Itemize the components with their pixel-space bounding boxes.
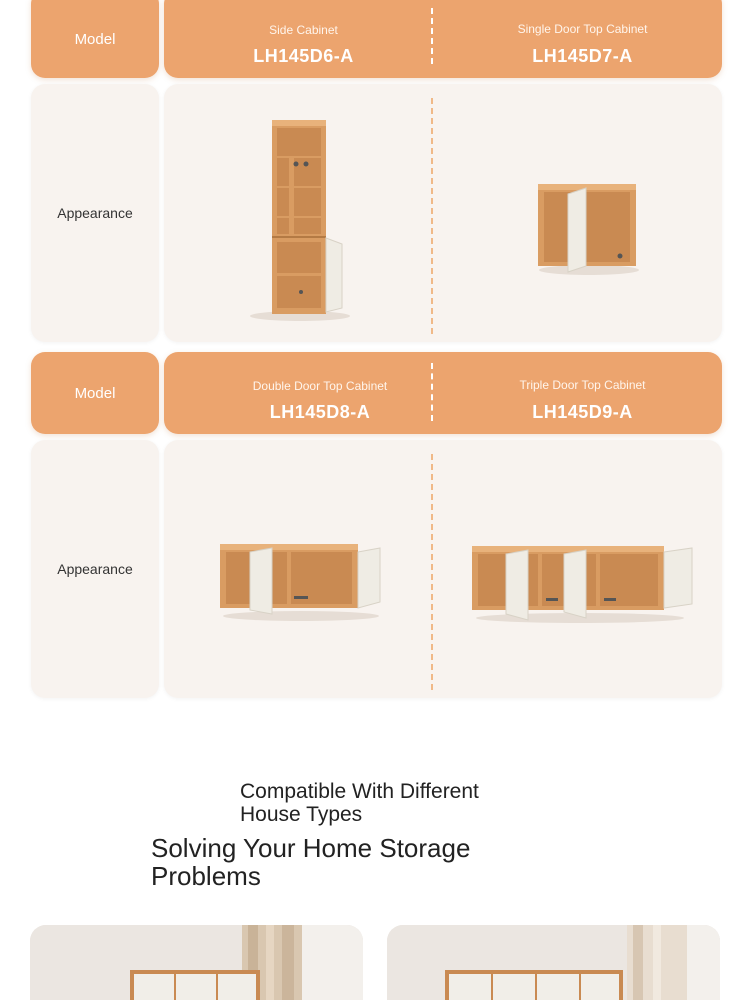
model-divider <box>431 8 433 64</box>
model-label-2 <box>31 352 159 434</box>
section-heading: Solving Your Home Storage Problems <box>151 833 471 891</box>
model-cell-single-door <box>443 0 722 78</box>
room-photo-1 <box>30 925 363 1000</box>
appearance-label-1 <box>31 84 159 342</box>
model-name: Single Door Top Cabinet <box>517 22 648 36</box>
model-code: LH145D8-A <box>269 402 371 422</box>
model-name: Double Door Top Cabinet <box>252 379 388 393</box>
appearance-row-2 <box>164 440 722 698</box>
model-code: LH145D9-A <box>532 402 633 422</box>
appearance-label-2 <box>31 440 159 698</box>
model-code: LH145D7-A <box>532 46 633 66</box>
appearance-label-text: Appearance <box>57 205 133 221</box>
model-code: LH145D6-A <box>253 46 354 66</box>
model-cell-double-door <box>164 352 476 434</box>
model-cell-triple-door <box>443 352 722 434</box>
room-photo-2 <box>387 925 720 1000</box>
model-label-1 <box>31 0 159 78</box>
model-divider <box>431 363 433 421</box>
appearance-label-text: Appearance <box>57 561 133 577</box>
model-row-1 <box>164 0 722 78</box>
room-photo-2-image <box>387 925 720 1000</box>
model-cell-side-cabinet <box>164 0 443 78</box>
single-door-cabinet-image <box>534 180 644 278</box>
section-subheading: Compatible With Different House Types <box>240 780 479 826</box>
model-label-text: Model <box>74 384 116 402</box>
model-name: Triple Door Top Cabinet <box>519 378 646 392</box>
model-label-text: Model <box>74 30 116 48</box>
appearance-divider <box>431 98 433 334</box>
double-door-cabinet-image <box>216 540 386 624</box>
room-photo-1-image <box>30 925 363 1000</box>
appearance-row-1 <box>164 84 722 342</box>
appearance-divider <box>431 454 433 690</box>
triple-door-cabinet-image <box>470 542 696 626</box>
side-cabinet-image <box>244 116 374 322</box>
model-name: Side Cabinet <box>269 23 338 37</box>
model-row-2 <box>164 352 722 434</box>
